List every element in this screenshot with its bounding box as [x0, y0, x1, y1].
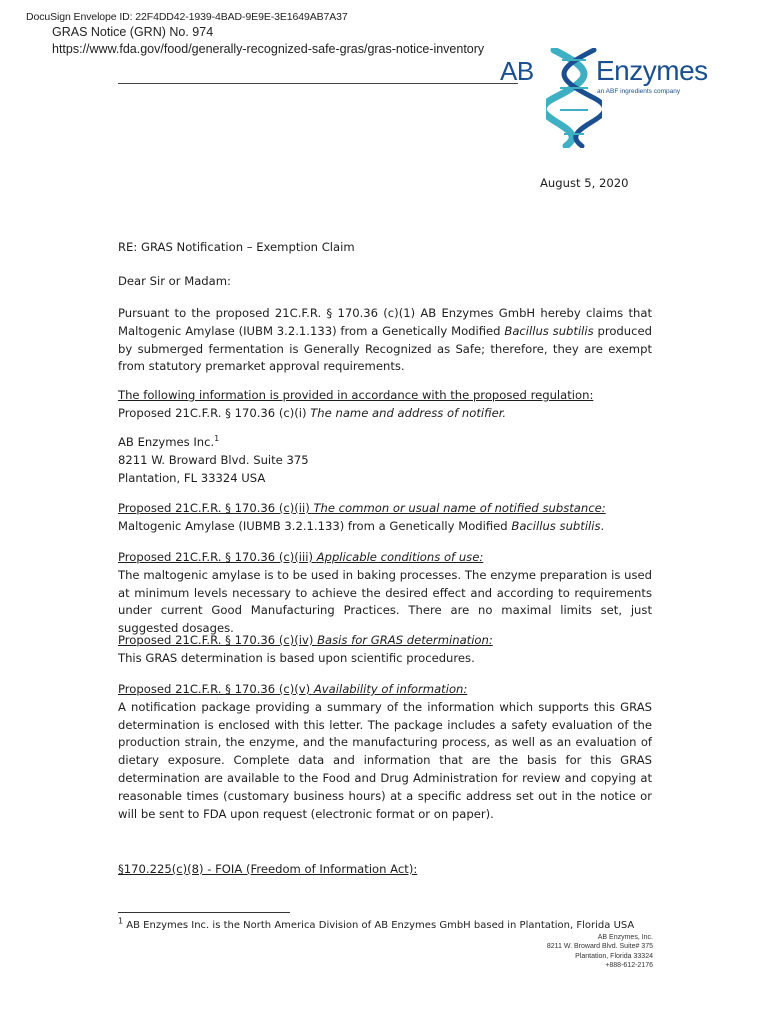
- section-iii-heading: Proposed 21C.F.R. § 170.36 (c)(iii): [118, 550, 317, 564]
- section-i: [118, 387, 652, 423]
- section-iv-body: This GRAS determination is based upon scientific procedures.: [118, 650, 475, 665]
- footer-address: [547, 933, 653, 971]
- footnote-number: 1: [118, 916, 124, 926]
- notifier-name: AB Enzymes Inc.: [118, 435, 215, 449]
- section-iii-body: The maltogenic amylase is to be used in baking processes. The enzyme preparation is used at minimum levels necessary to achieve the desired effect and according to requirements under current Good Manufacturing Practices. There are no maximal limits set, just suggested dosages.: [118, 567, 652, 636]
- footer-street: 8211 W. Broward Blvd. Suite# 375: [546, 943, 653, 951]
- section-iv-heading: Proposed 21C.F.R. § 170.36 (c)(iv): [118, 633, 318, 647]
- notifier-address: [118, 434, 652, 487]
- footer-company: AB Enzymes, Inc.: [597, 934, 653, 941]
- intro-text-start: Pursuant to the proposed 21C.F.R. § 170.36 (c)(1) AB Enzymes GmbH hereby claims that Maltogenic Amylase (IUBM 3.2.1.133) from a Genetically Modified: [118, 306, 652, 338]
- section-v-heading-italic: Availability of information:: [313, 682, 468, 696]
- salutation: Dear Sir or Madam:: [118, 274, 231, 288]
- info-intro: The following information is provided in accordance with the proposed regulation:: [118, 388, 594, 402]
- dna-helix-icon: [546, 48, 602, 148]
- intro-organism: Bacillus subtilis: [504, 323, 594, 338]
- section-ii-heading: Proposed 21C.F.R. § 170.36 (c)(ii): [118, 501, 314, 515]
- section-iii-heading-italic: Applicable conditions of use:: [316, 550, 484, 564]
- intro-text-end: produced by submerged fermentation is Generally Recognized as Safe; therefore, they are exempt from statutory premarket approval requirements.: [118, 323, 652, 374]
- section-i-heading: Proposed 21C.F.R. § 170.36 (c)(i): [118, 405, 311, 420]
- footer-phone: +888-612-2176: [605, 962, 653, 970]
- section-v-heading: Proposed 21C.F.R. § 170.36 (c)(v): [118, 682, 314, 696]
- gras-inventory-url[interactable]: https://www.fda.gov/food/generally-recognized-safe-gras/gras-notice-inventory: [52, 42, 485, 56]
- header-divider: [118, 83, 518, 84]
- section-ii-body-end: .: [600, 518, 605, 533]
- letter-date: August 5, 2020: [540, 176, 629, 190]
- section-v-body: A notification package providing a summary of the information which supports this GRAS determination is enclosed with this letter. The package includes a safety evaluation of the production strain, the enzyme, and the manufacturing process, as well as an evaluation of dietary exposure. Complete data and information that are the basis for this GRAS determination are available to the Food and Drug Administration for review and copying at reasonable times (customary business hours) at a specific address set out in the notice or will be sent to FDA upon request (electronic format or on paper).: [118, 699, 652, 821]
- footnote-divider: [118, 912, 290, 913]
- ab-enzymes-logo: [496, 48, 716, 148]
- section-iv-heading-italic: Basis for GRAS determination:: [317, 633, 493, 647]
- logo-ab-text: AB: [500, 56, 534, 86]
- footnote-reference[interactable]: 1: [214, 434, 220, 444]
- footer-city: Plantation, Florida 33324: [575, 952, 653, 960]
- section-ii-heading-italic: The common or usual name of notified substance:: [313, 501, 606, 515]
- footnote: [118, 916, 635, 931]
- section-ii: [118, 500, 652, 536]
- foia-heading: §170.225(c)(8) - FOIA (Freedom of Information Act):: [118, 862, 418, 876]
- section-v: [118, 681, 652, 823]
- docusign-envelope-id: DocuSign Envelope ID: 22F4DD42-1939-4BAD-9E9E-3E1649AB7A37: [26, 11, 348, 23]
- logo-tagline: an ABF ingredients company: [597, 88, 681, 95]
- grn-notice-number: GRAS Notice (GRN) No. 974: [52, 25, 214, 39]
- notifier-city: Plantation, FL 33324 USA: [118, 470, 266, 485]
- intro-paragraph: [118, 305, 652, 376]
- re-line: RE: GRAS Notification – Exemption Claim: [118, 240, 355, 254]
- logo-enzymes-text: Enzymes: [596, 55, 708, 86]
- notifier-street: 8211 W. Broward Blvd. Suite 375: [118, 452, 309, 467]
- section-iv: [118, 632, 652, 668]
- section-i-heading-italic: The name and address of notifier.: [310, 405, 507, 420]
- section-iii: [118, 549, 652, 638]
- section-ii-organism: Bacillus subtilis: [511, 518, 601, 533]
- section-ii-body: Maltogenic Amylase (IUBMB 3.2.1.133) from a Genetically Modified: [118, 518, 512, 533]
- foia-section: [118, 861, 652, 879]
- footnote-text: AB Enzymes Inc. is the North America Division of AB Enzymes GmbH based in Plantation, Florida USA: [126, 920, 635, 931]
